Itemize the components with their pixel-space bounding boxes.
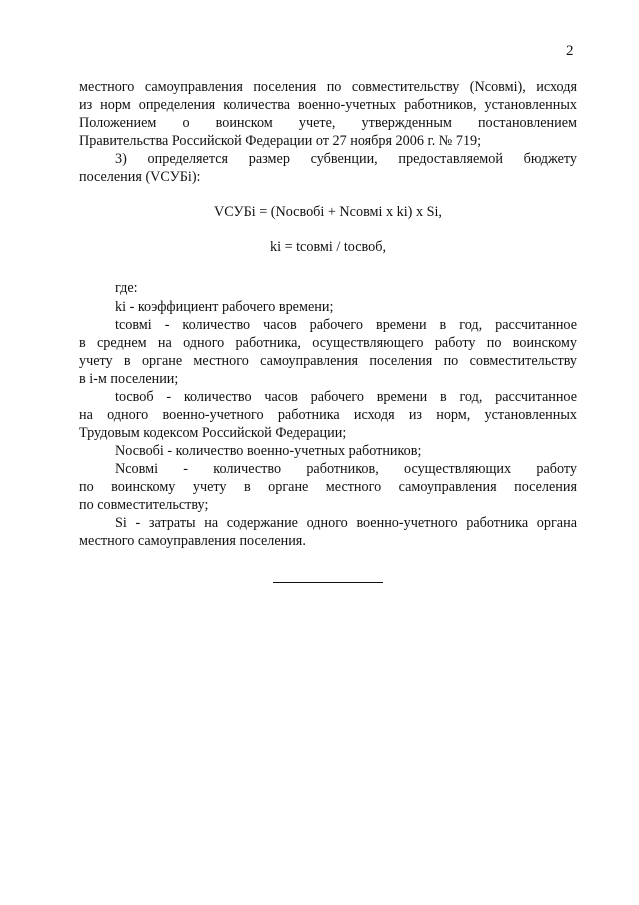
definition-nosvob: Nосвобi - количество военно-учетных работников; (115, 443, 422, 459)
definition-tosvob-line-2: на одного военно-учетного работника исходя из норм, установленных (79, 407, 577, 423)
document-body (79, 78, 577, 550)
definition-si-line-2: местного самоуправления поселения. (79, 533, 306, 549)
definition-tsovm-line-3: учету в органе местного самоуправления поселения по совместительству (79, 353, 577, 369)
definition-tosvob-line-3: Трудовым кодексом Российской Федерации; (79, 425, 347, 441)
item3-line-2: поселения (VСУБi): (79, 169, 201, 185)
definition-tsovm-line-2: в среднем на одного работника, осуществляющего работу по воинскому (79, 335, 577, 351)
definition-nsovm-line-3: по совместительству; (79, 497, 209, 513)
definition-ki: ki - коэффициент рабочего времени; (115, 299, 334, 315)
item3-line-1: 3) определяется размер субвенции, предоставляемой бюджету (115, 151, 577, 167)
formula-subvention: VСУБi = (Nосвобi + Nсовмi x ki) x Si, (214, 204, 442, 220)
definition-tsovm-line-4: в i-м поселении; (79, 371, 179, 387)
intro-line-3: Положением о воинском учете, утвержденным постановлением (79, 115, 577, 131)
formula-ki: ki = tсовмi / tосвоб, (269, 239, 387, 255)
definition-tosvob-line-1: tосвоб - количество часов рабочего времени в год, рассчитанное (115, 389, 577, 405)
definition-tsovm-line-1: tсовмi - количество часов рабочего времени в год, рассчитанное (115, 317, 577, 333)
definition-si-line-1: Si - затраты на содержание одного военно-учетного работника органа (115, 515, 577, 531)
definition-nsovm-line-1: Nсовмi - количество работников, осуществляющих работу (115, 461, 577, 477)
where-label: где: (115, 280, 138, 296)
intro-line-4: Правительства Российской Федерации от 27 ноября 2006 г. № 719; (79, 133, 482, 149)
closing-rule (273, 582, 383, 583)
intro-line-2: из норм определения количества военно-учетных работников, установленных (79, 97, 577, 113)
page-number: 2 (566, 43, 574, 59)
intro-line-1: местного самоуправления поселения по совместительству (Nсовмi), исходя (79, 79, 577, 95)
definition-nsovm-line-2: по воинскому учету в органе местного самоуправления поселения (79, 479, 577, 495)
